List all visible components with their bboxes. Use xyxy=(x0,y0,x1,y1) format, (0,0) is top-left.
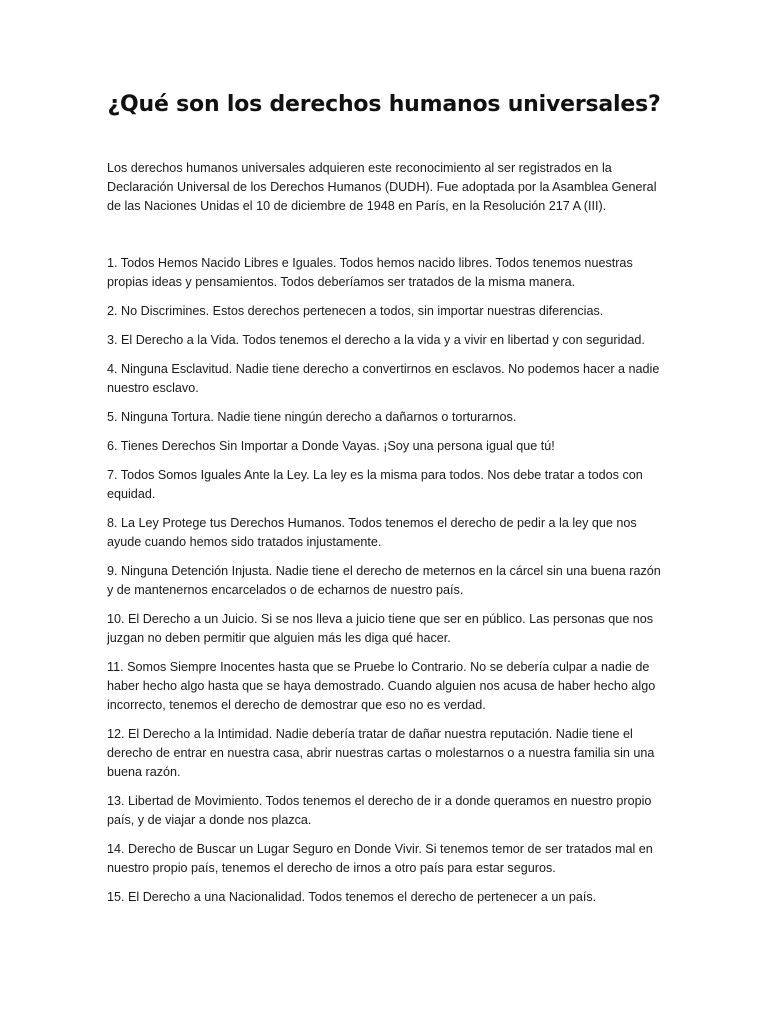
list-item: 3. El Derecho a la Vida. Todos tenemos el derecho a la vida y a vivir en libertad y con seguridad. xyxy=(107,333,645,347)
list-item: 15. El Derecho a una Nacionalidad. Todos tenemos el derecho de pertenecer a un país. xyxy=(107,890,597,904)
list-item: 14. Derecho de Buscar un Lugar Seguro en Donde Vivir. Si tenemos temor de ser tratados mal en nuestro propio país, tenemos el derecho de irnos a otro país para estar seguros. xyxy=(107,842,653,875)
list-item: 2. No Discrimines. Estos derechos pertenecen a todos, sin importar nuestras diferencias. xyxy=(107,304,604,318)
list-item: 8. La Ley Protege tus Derechos Humanos. Todos tenemos el derecho de pedir a la ley que nos ayude cuando hemos sido tratados injustamente. xyxy=(107,516,637,549)
list-item: 5. Ninguna Tortura. Nadie tiene ningún derecho a dañarnos o torturarnos. xyxy=(107,410,517,424)
list-item: 12. El Derecho a la Intimidad. Nadie debería tratar de dañar nuestra reputación. Nadie tiene el derecho de entrar en nuestra casa, abrir nuestras cartas o molestarnos o a nuestra familia sin una buena razón. xyxy=(107,727,655,779)
rights-list xyxy=(107,254,667,917)
list-item: 4. Ninguna Esclavitud. Nadie tiene derecho a convertirnos en esclavos. No podemos hacer a nadie nuestro esclavo. xyxy=(107,362,660,395)
list-item: 9. Ninguna Detención Injusta. Nadie tiene el derecho de meternos en la cárcel sin una buena razón y de mantenernos encarcelados o de echarnos de nuestro país. xyxy=(107,564,661,597)
document-title: ¿Qué son los derechos humanos universales? xyxy=(107,92,661,117)
intro-paragraph: Los derechos humanos universales adquieren este reconocimiento al ser registrados en la Declaración Universal de los Derechos Humanos (DUDH). Fue adoptada por la Asamblea General de las Naciones Unidas el 10 de diciembre de 1948 en París, en la Resolución 217 A (III). xyxy=(107,161,657,213)
list-item: 10. El Derecho a un Juicio. Si se nos lleva a juicio tiene que ser en público. Las personas que nos juzgan no deben permitir que alguien más les diga qué hacer. xyxy=(107,612,654,645)
list-item: 7. Todos Somos Iguales Ante la Ley. La ley es la misma para todos. Nos debe tratar a todos con equidad. xyxy=(107,468,643,501)
list-item: 6. Tienes Derechos Sin Importar a Donde Vayas. ¡Soy una persona igual que tú! xyxy=(107,439,555,453)
list-item: 13. Libertad de Movimiento. Todos tenemos el derecho de ir a donde queramos en nuestro propio país, y de viajar a donde nos plazca. xyxy=(107,794,652,827)
list-item: 1. Todos Hemos Nacido Libres e Iguales. Todos hemos nacido libres. Todos tenemos nuestras propias ideas y pensamientos. Todos deberíamos ser tratados de la misma manera. xyxy=(107,256,633,289)
list-item: 11. Somos Siempre Inocentes hasta que se Pruebe lo Contrario. No se debería culpar a nadie de haber hecho algo hasta que se haya demostrado. Cuando alguien nos acusa de haber hecho algo incorrecto, tenemos el derecho de demostrar que eso no es verdad. xyxy=(107,660,656,712)
